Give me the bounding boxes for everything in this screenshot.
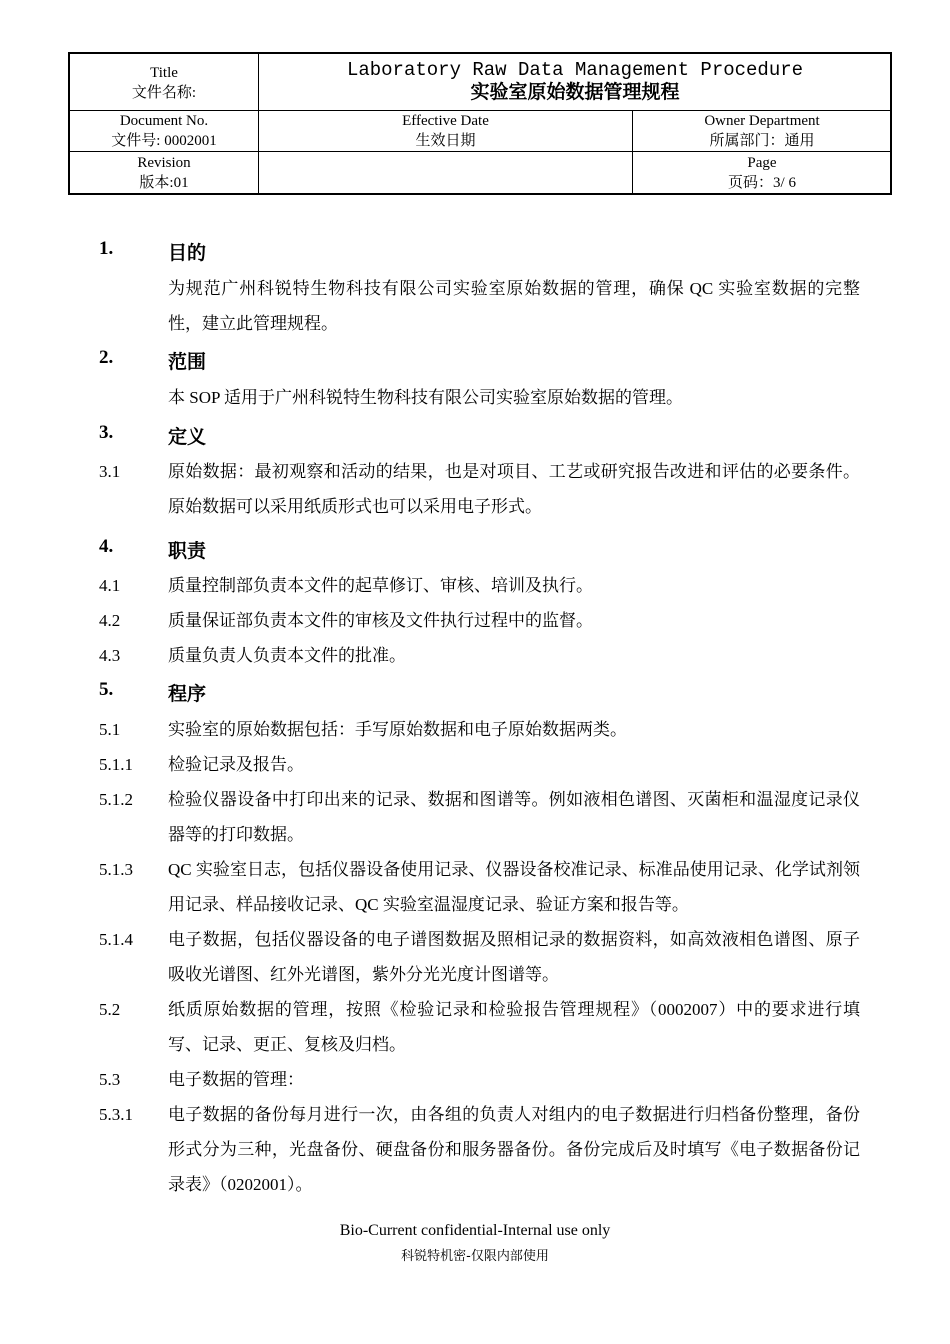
section-number: 1. bbox=[99, 238, 114, 259]
document-title-en: Laboratory Raw Data Management Procedure bbox=[346, 59, 804, 81]
item-number: 5.1.4 bbox=[99, 930, 133, 949]
item-text: 纸质原始数据的管理，按照《检验记录和检验报告管理规程》（0002007）中的要求进行填写、记录、更正、复核及归档。 bbox=[168, 1000, 860, 1054]
title-label-cn: 文件名称: bbox=[131, 85, 197, 101]
item-text: 电子数据，包括仪器设备的电子谱图数据及照相记录的数据资料，如高效液相色谱图、原子吸收光谱图、红外光谱图，紫外分光光度计图谱等。 bbox=[168, 930, 860, 984]
doc-no-value: 文件号: 0002001 bbox=[111, 133, 217, 149]
section-1-text: 为规范广州科锐特生物科技有限公司实验室原始数据的管理，确保 QC 实验室数据的完整性，建立此管理规程。 bbox=[168, 279, 860, 333]
item-number: 4.2 bbox=[99, 611, 121, 630]
revision-cell bbox=[70, 152, 258, 193]
section-number: 2. bbox=[99, 347, 114, 368]
section-2-text: 本 SOP 适用于广州科锐特生物科技有限公司实验室原始数据的管理。 bbox=[168, 388, 684, 407]
section-title: 范围 bbox=[168, 352, 207, 373]
page-label: Page bbox=[747, 154, 777, 171]
section-title: 程序 bbox=[168, 684, 207, 705]
section-title: 职责 bbox=[168, 541, 207, 562]
effective-date-cell bbox=[259, 111, 632, 151]
item-number: 4.1 bbox=[99, 576, 121, 595]
footer-confidential-cn: 科锐特机密-仅限内部使用 bbox=[401, 1249, 549, 1264]
owner-department-label: Owner Department bbox=[704, 113, 820, 129]
title-label-en: Title bbox=[150, 65, 178, 81]
item-number: 5.1.3 bbox=[99, 860, 133, 879]
item-number: 5.1.2 bbox=[99, 790, 133, 809]
document-header-table bbox=[68, 52, 892, 195]
revision-middle-cell bbox=[259, 152, 632, 193]
section-number: 5. bbox=[99, 679, 114, 700]
page-cell bbox=[633, 152, 891, 193]
item-text: 实验室的原始数据包括：手写原始数据和电子原始数据两类。 bbox=[168, 720, 627, 739]
item-number: 5.1.1 bbox=[99, 755, 133, 774]
item-number: 5.3.1 bbox=[99, 1105, 133, 1124]
footer-confidential-en: Bio-Current confidential-Internal use only bbox=[339, 1222, 611, 1239]
item-text: QC 实验室日志，包括仪器设备使用记录、仪器设备校准记录、标准品使用记录、化学试剂领用记录、样品接收记录、QC 实验室温湿度记录、验证方案和报告等。 bbox=[168, 860, 860, 914]
title-label-cell bbox=[70, 56, 258, 110]
item-text: 电子数据的管理： bbox=[168, 1070, 304, 1089]
item-text: 质量保证部负责本文件的审核及文件执行过程中的监督。 bbox=[168, 611, 593, 630]
item-number: 5.2 bbox=[99, 1000, 121, 1019]
item-text: 质量控制部负责本文件的起草修订、审核、培训及执行。 bbox=[168, 576, 593, 595]
revision-label: Revision bbox=[137, 154, 191, 171]
doc-no-label: Document No. bbox=[119, 113, 209, 129]
document-title-cn: 实验室原始数据管理规程 bbox=[470, 82, 680, 103]
item-text: 原始数据：最初观察和活动的结果，也是对项目、工艺或研究报告改进和评估的必要条件。原始数据可以采用纸质形式也可以采用电子形式。 bbox=[168, 462, 860, 516]
effective-date-label-cn: 生效日期 bbox=[415, 133, 476, 149]
owner-department-value: 所属部门：通用 bbox=[709, 133, 815, 149]
doc-no-cell bbox=[70, 111, 258, 151]
item-text: 检验仪器设备中打印出来的记录、数据和图谱等。例如液相色谱图、灭菌柜和温湿度记录仪器等的打印数据。 bbox=[168, 790, 860, 844]
item-text: 质量负责人负责本文件的批准。 bbox=[168, 646, 406, 665]
revision-value: 版本:01 bbox=[139, 174, 189, 191]
section-title: 目的 bbox=[168, 243, 207, 264]
owner-department-cell bbox=[633, 111, 891, 151]
item-text: 电子数据的备份每月进行一次，由各组的负责人对组内的电子数据进行归档备份整理，备份形式分为三种，光盘备份、硬盘备份和服务器备份。备份完成后及时填写《电子数据备份记录表》（0202001）。 bbox=[168, 1105, 860, 1194]
item-number: 5.3 bbox=[99, 1070, 121, 1089]
item-number: 4.3 bbox=[99, 646, 121, 665]
effective-date-label: Effective Date bbox=[402, 113, 489, 129]
section-title: 定义 bbox=[168, 427, 207, 448]
item-number: 3.1 bbox=[99, 462, 121, 481]
page-value: 页码：3/ 6 bbox=[728, 174, 796, 191]
item-text: 检验记录及报告。 bbox=[168, 755, 304, 774]
section-number: 3. bbox=[99, 422, 114, 443]
section-number: 4. bbox=[99, 536, 114, 557]
item-number: 5.1 bbox=[99, 720, 121, 739]
title-value-cell bbox=[259, 54, 891, 110]
